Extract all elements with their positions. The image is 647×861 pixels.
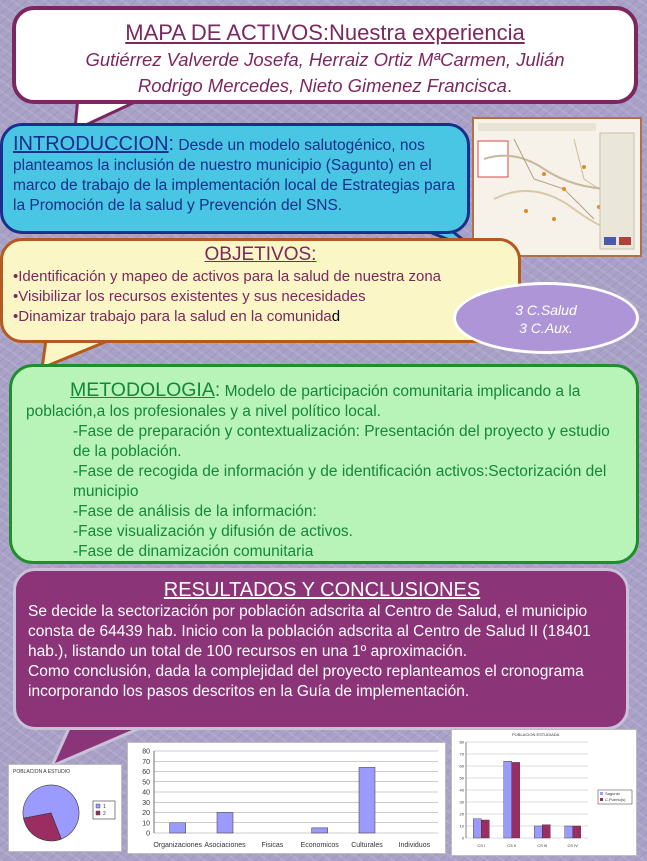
y-tick-label: 50 — [459, 775, 464, 781]
page-title: MAPA DE ACTIVOS:Nuestra experiencia — [125, 20, 525, 45]
fase-item: -Fase de dinamización comunitaria — [73, 543, 314, 560]
authors: Gutiérrez Valverde Josefa, Herraiz Ortiz MªCarmen, Julián Rodrigo Mercedes, Nieto Gimenez Francisca. — [85, 49, 565, 96]
y-tick-label: 20 — [142, 810, 150, 817]
map-image — [472, 117, 642, 257]
legend-swatch — [96, 804, 100, 808]
objetivo-item: •Visibilizar los recursos existentes y sus necesidades — [13, 288, 366, 305]
column — [512, 762, 520, 838]
y-tick-label: 80 — [459, 739, 464, 745]
x-tick-label: Asociaciones — [204, 842, 246, 849]
column — [542, 825, 550, 838]
legend-swatch — [96, 811, 100, 815]
y-tick-label: 50 — [142, 779, 150, 787]
metodologia-heading: METODOLOGIA — [70, 379, 215, 401]
column-chart — [451, 729, 637, 856]
column — [565, 826, 573, 838]
y-tick-label: 60 — [142, 769, 150, 776]
x-tick-label: Economicos — [300, 842, 339, 849]
bar — [359, 767, 375, 833]
fase-item: -Fase visualización y difusión de activos. — [73, 523, 353, 540]
metodologia-intro: Modelo de participación comunitaria implicando a la población,a los profesionales y a nivel político local. — [26, 383, 581, 420]
y-tick-label: 0 — [146, 830, 150, 838]
column — [573, 826, 581, 838]
objetivos-heading: OBJETIVOS: — [204, 244, 317, 265]
centros-oval — [453, 282, 639, 354]
introduccion-heading: INTRODUCCION — [13, 133, 169, 155]
centros-salud: 3 C.Salud — [515, 302, 577, 318]
legend-label: Sagunto — [605, 791, 620, 796]
x-tick-label: CS II — [507, 843, 517, 848]
bar — [217, 813, 233, 834]
legend-swatch — [600, 792, 603, 795]
x-tick-label: Culturales — [351, 842, 383, 849]
metodologia-box: METODOLOGIA: Modelo de participación comunitaria implicando a la población,a los profesionales y a nivel político local. -Fase de preparación y contextualización: Presentación del proyecto y estudio de la población. -Fase de recogida de información y de identificación activos:Sectorización del municipio -Fase de análisis de la información: -Fase visualización y difusión de activos. -Fase de dinamización comunitaria — [9, 364, 639, 564]
fase-item: -Fase de recogida de información y de identificación activos:Sectorización del municipio — [73, 463, 607, 500]
x-tick-label: Fisicas — [261, 842, 284, 849]
objetivo-item: •Dinamizar trabajo para la salud en la comunidad — [13, 308, 341, 325]
objetivo-item: •Identificación y mapeo de activos para la salud de nuestra zona — [13, 268, 442, 285]
x-tick-label: Individuos — [398, 842, 431, 849]
resultados-paragraph: Se decide la sectorización por población adscrita al Centro de Salud, el municipio consta de 64439 hab. Inicio con la población adscrita al Centro de Salud II (18401 hab.), listando un total de 100 recursos en una 1º aproximación. — [28, 603, 591, 660]
legend-label: 1 — [103, 804, 106, 810]
centros-aux: 3 C.Aux. — [519, 320, 573, 336]
y-tick-label: 30 — [142, 799, 150, 807]
bar — [312, 828, 328, 833]
column — [504, 761, 512, 838]
introduccion-box: INTRODUCCION: Desde un modelo salutogénico, nos planteamos la inclusión de nuestro municipio (Sagunto) en el marco de trabajo de la implementación local de Estrategias para la Promoción de la salud y Prevención del SNS. — [0, 123, 470, 234]
y-tick-label: 10 — [459, 823, 464, 829]
y-tick-label: 60 — [459, 763, 464, 769]
legend-swatch — [600, 798, 603, 801]
bar-chart — [127, 742, 446, 854]
column — [473, 819, 481, 838]
y-tick-label: 20 — [459, 811, 464, 817]
y-tick-label: 80 — [142, 748, 150, 756]
y-tick-label: 40 — [459, 787, 464, 793]
y-tick-label: 40 — [142, 789, 150, 797]
pie-chart — [8, 764, 122, 852]
x-tick-label: CS III — [537, 843, 548, 848]
bar — [170, 823, 186, 833]
column — [481, 820, 489, 838]
y-tick-label: 70 — [459, 751, 464, 757]
pie-chart-svg — [9, 765, 121, 851]
legend-label: 2 — [103, 811, 106, 817]
bar-chart-svg — [128, 743, 445, 853]
title-box — [12, 6, 638, 104]
x-tick-label: Organizaciones — [153, 842, 202, 849]
x-tick-label: CS IV — [567, 843, 578, 848]
map-drawing — [474, 119, 640, 255]
resultados-box — [13, 568, 629, 730]
fase-item: -Fase de preparación y contextualización: Presentación del proyecto y estudio de la población. — [73, 423, 610, 460]
column-chart-title: POBLACION ESTUDIADA — [512, 732, 560, 737]
column — [534, 826, 542, 838]
pie-title: POBLACION A ESTUDIO — [13, 769, 70, 775]
y-tick-label: 0 — [461, 835, 464, 841]
legend-label: C.Puerto(s) — [605, 797, 626, 802]
fase-item: -Fase de análisis de la información: — [73, 503, 317, 520]
y-tick-label: 70 — [142, 758, 150, 766]
resultados-heading: RESULTADOS Y CONCLUSIONES — [163, 579, 481, 601]
conclusion-paragraph: Como conclusión, dada la complejidad del proyecto replanteamos el cronograma incorporando los pasos descritos en la Guía de implementación. — [28, 663, 584, 700]
x-tick-label: CS I — [477, 843, 486, 848]
objetivos-box — [0, 238, 521, 343]
column-chart-svg — [452, 730, 636, 855]
introduccion-text: Desde un modelo salutogénico, nos planteamos la inclusión de nuestro municipio (Sagunto) en el marco de trabajo de la implementación local de Estrategias para la Promoción de la salud y Prevención del SNS. — [13, 137, 455, 214]
y-tick-label: 10 — [142, 820, 150, 828]
y-tick-label: 30 — [459, 799, 464, 805]
